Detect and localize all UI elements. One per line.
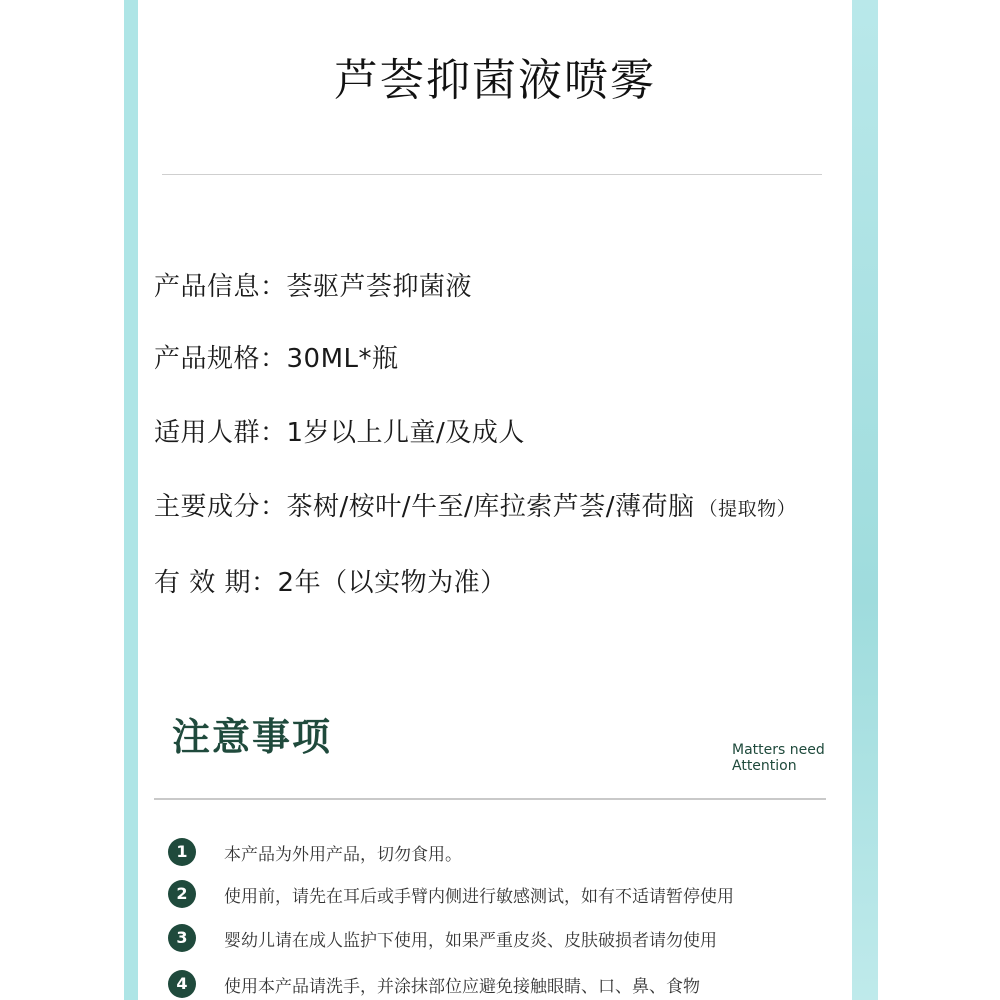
- notice-subtitle: [732, 742, 825, 774]
- info-label: 适用人群：: [154, 418, 287, 448]
- info-label: 有 效 期：: [154, 568, 278, 598]
- info-value: 2年（以实物为准）: [277, 568, 507, 598]
- info-row-name: [154, 266, 472, 303]
- title-divider: [162, 174, 822, 175]
- number-badge-icon: 4: [168, 970, 196, 998]
- number-badge-icon: 2: [168, 880, 196, 908]
- notice-divider: [154, 798, 826, 800]
- frame-left-border: [124, 0, 138, 1000]
- notice-subtitle-line2: Attention: [732, 758, 797, 774]
- notice-item-text: 使用前，请先在耳后或手臂内侧进行敏感测试，如有不适请暂停使用: [224, 887, 734, 907]
- info-label: 主要成分：: [154, 492, 287, 522]
- info-row-expiry: [154, 562, 507, 599]
- info-value: 茶树/桉叶/牛至/库拉索芦荟/薄荷脑: [286, 492, 695, 522]
- notice-item-text: 使用本产品请洗手，并涂抹部位应避免接触眼睛、口、鼻、食物: [224, 977, 700, 997]
- frame-right-border: [852, 0, 878, 1000]
- notice-item-text: 婴幼儿请在成人监护下使用，如果严重皮炎、皮肤破损者请勿使用: [224, 931, 717, 951]
- info-value: 30ML*瓶: [286, 344, 399, 374]
- notice-item-text: 本产品为外用产品，切勿食用。: [224, 845, 462, 865]
- notice-title: 注意事项: [172, 715, 333, 759]
- info-note: （提取物）: [698, 498, 797, 520]
- notice-subtitle-line1: Matters need: [732, 742, 825, 758]
- page-title: 芦荟抑菌液喷雾: [334, 55, 656, 106]
- info-row-spec: [154, 338, 399, 375]
- info-value: 1岁以上儿童/及成人: [286, 418, 525, 448]
- info-row-audience: [154, 412, 525, 449]
- info-row-ingredients: [154, 486, 796, 523]
- number-badge-icon: 3: [168, 924, 196, 952]
- info-label: 产品规格：: [154, 344, 287, 374]
- info-label: 产品信息：: [154, 272, 287, 302]
- number-badge-icon: 1: [168, 838, 196, 866]
- info-value: 荟驱芦荟抑菌液: [286, 272, 473, 302]
